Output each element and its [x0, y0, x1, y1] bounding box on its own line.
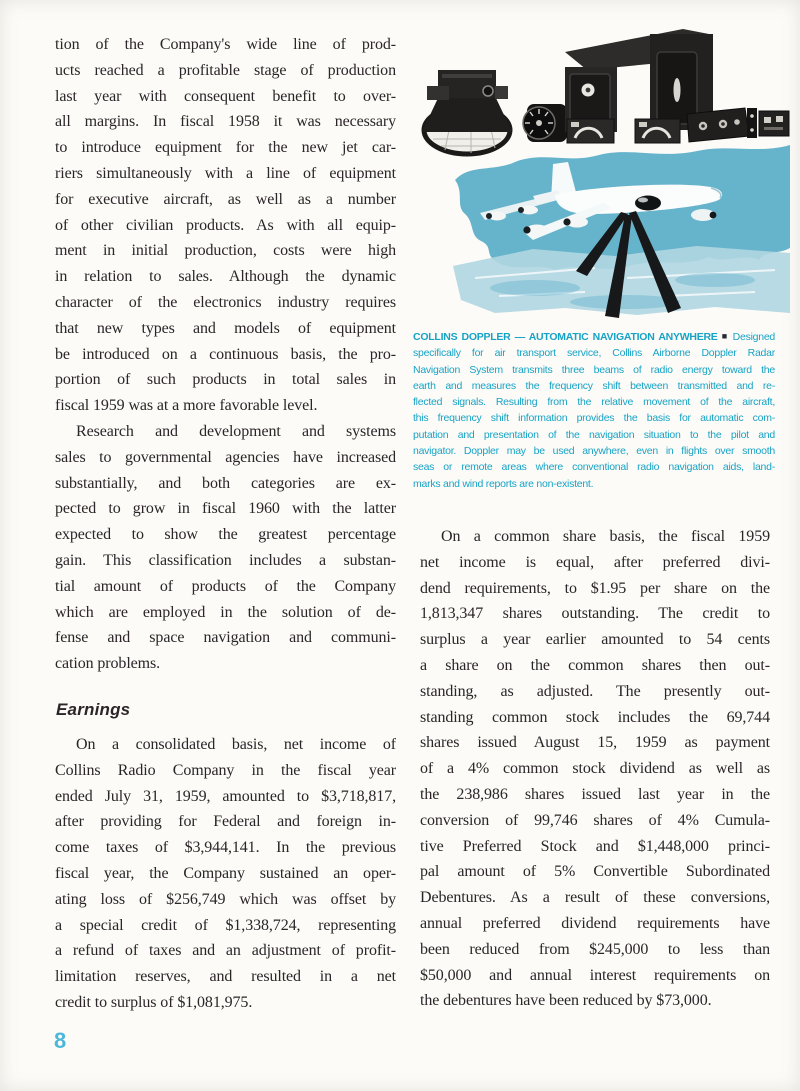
text-line: a share on the common shares then out-	[420, 656, 770, 674]
text-line: specifically for air transport service, Collins Airborne Doppler Radar	[413, 347, 775, 360]
text-line: ended July 31, 1959, amounted to $3,718,817,	[55, 787, 396, 805]
text-line: fiscal 1959 was at a more favorable level.	[55, 397, 318, 415]
caption-first-line	[413, 329, 775, 345]
earnings-heading: Earnings	[56, 699, 131, 719]
paragraph-common-share	[420, 524, 770, 1014]
text-line: riers simultaneously with a line of equipment	[55, 164, 396, 182]
gauge-icon	[523, 104, 567, 142]
text-line: credit to surplus of $1,081,975.	[55, 993, 253, 1011]
doppler-antenna-icon	[422, 70, 512, 154]
caption-body	[413, 345, 775, 492]
right-column	[420, 524, 770, 1014]
text-line: last year with consequent benefit to over-	[55, 87, 396, 105]
text-line: come taxes of $3,944,141. In the previous	[55, 839, 396, 857]
text-line: of a 4% common stock dividend as well as	[420, 760, 770, 778]
text-line: in relation to sales. Although the dynamic	[55, 268, 396, 286]
text-line: be introduced on a continuous basis, the pro-	[55, 345, 396, 363]
equipment-photo	[422, 29, 789, 154]
text-line: ating loss of $256,749 which was offset by	[55, 890, 396, 908]
caption-title: COLLINS DOPPLER — AUTOMATIC NAVIGATION ANYWHERE	[413, 331, 718, 343]
text-line: net income is equal, after preferred divi-	[420, 553, 770, 571]
text-line: tion of the Company's wide line of prod-	[55, 36, 396, 53]
text-line: dend requirements, to $1.95 per share on the	[420, 579, 770, 597]
left-column	[55, 32, 396, 1016]
text-line: Research and development and systems	[76, 422, 396, 440]
text-line: standing common stock includes the 69,744	[420, 708, 770, 726]
text-line: the 238,986 shares issued last year in the	[420, 785, 770, 803]
text-line: ment in initial production, costs were high	[55, 242, 396, 260]
text-line: navigator. Doppler may be used anywhere, even in flights over smooth	[413, 445, 775, 458]
text-line: a refund of taxes and an adjustment of profit-	[55, 942, 396, 960]
text-line: tial amount of products of the Company	[55, 577, 396, 595]
text-line: all margins. In fiscal 1958 it was necessary	[55, 113, 396, 131]
text-line: shares issued August 15, 1959 as payment	[420, 734, 770, 752]
text-line: character of the electronics industry requires	[55, 293, 396, 311]
text-line: conversion of 99,746 shares of 4% Cumula-	[420, 811, 770, 829]
text-line: On a common share basis, the fiscal 1959	[441, 528, 770, 545]
text-line: annual preferred dividend requirements have	[420, 914, 770, 932]
text-line: $50,000 and annual interest requirements on	[420, 966, 770, 984]
text-line: Collins Radio Company in the fiscal year	[55, 761, 396, 779]
text-line: Debentures. As a result of these conversions,	[420, 889, 770, 907]
caption-title-trailing: Designed	[732, 331, 776, 343]
text-line: ucts reached a profitable stage of production	[55, 61, 396, 79]
paragraph-research	[55, 419, 396, 677]
text-line: cation problems.	[55, 655, 161, 673]
text-line: earth and measures the frequency shift between transmitted and re-	[413, 379, 775, 392]
text-line: that new types and models of equipment	[55, 319, 396, 337]
paragraph-earnings	[55, 732, 396, 1016]
text-line: pected to grow in fiscal 1960 with the latter	[55, 500, 396, 518]
doppler-illustration	[415, 12, 790, 322]
text-line: a special credit of $1,338,724, representing	[55, 916, 396, 934]
text-line: which are employed in the solution of de-	[55, 603, 396, 621]
text-line: limitation reserves, and resulted in a net	[55, 968, 396, 986]
text-line: substantially, and both categories are ex-	[55, 474, 396, 492]
control-panels-icon	[687, 108, 789, 142]
text-line: tive Preferred Stock and $1,448,000 princi-	[420, 837, 770, 855]
image-caption	[413, 329, 775, 492]
text-line: seas or remote areas where conventional radio navigation aids, land-	[413, 461, 775, 474]
text-line: expected to show the greatest percentage	[55, 526, 396, 544]
text-line: for executive aircraft, as well as a number	[55, 190, 396, 208]
paragraph-products	[55, 32, 396, 419]
text-line: flected signals. Resulting from the relative movement of the aircraft,	[413, 396, 775, 409]
text-line: standing, as adjusted. The presently out-	[420, 682, 770, 700]
text-line: this frequency shift information provides the basis for automatic com-	[413, 412, 775, 425]
text-line: the debentures have been reduced by $73,000.	[420, 992, 712, 1010]
text-line: Navigation System transmits three beams of radio energy toward the	[413, 363, 775, 376]
text-line: to introduce equipment for the new jet car-	[55, 139, 396, 157]
text-line: 1,813,347 shares outstanding. The credit to	[420, 605, 770, 623]
text-line: On a consolidated basis, net income of	[76, 735, 396, 753]
text-line: pal amount of 5% Convertible Subordinated	[420, 863, 770, 881]
text-line: portion of such products in total sales in	[55, 371, 396, 389]
page-number: 8	[54, 1028, 68, 1053]
text-line: fiscal year, the Company sustained an oper-	[55, 864, 396, 882]
text-line: been reduced from $245,000 to less than	[420, 940, 770, 958]
text-line: after providing for Federal and foreign in-	[55, 813, 396, 831]
text-line: putation and presentation of the navigation situation to the pilot and	[413, 428, 775, 441]
text-line: fense and space navigation and communi-	[55, 629, 396, 647]
text-line: sales to governmental agencies have increased	[55, 448, 396, 466]
text-line: surplus a year earlier amounted to 54 cents	[420, 631, 770, 649]
black-square-icon: ■	[721, 331, 729, 341]
text-line: marks and wind reports are non-existent.	[413, 477, 594, 490]
text-line: gain. This classification includes a substan-	[55, 551, 396, 569]
text-line: of other civilian products. As with all equip-	[55, 216, 396, 234]
